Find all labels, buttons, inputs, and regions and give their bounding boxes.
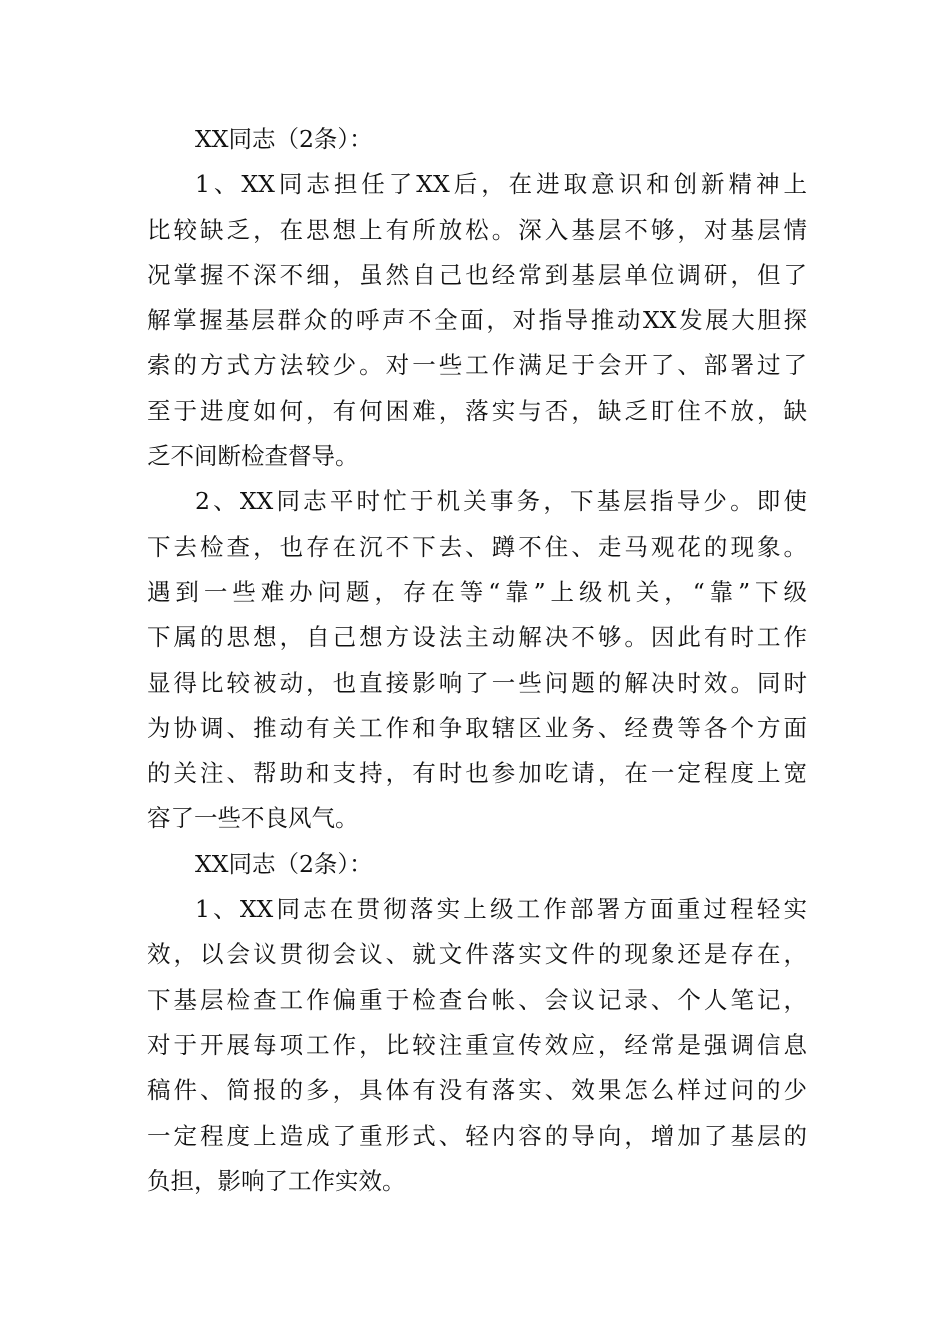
document-page [147, 117, 807, 1204]
text-line: 下去检查，也存在沉不下去、蹲不住、走马观花的现象。 [147, 532, 807, 561]
text-line: 显得比较被动，也直接影响了一些问题的解决时效。同时 [147, 668, 807, 697]
text-line: 容了一些不良风气。 [147, 804, 359, 833]
text-line: 负担，影响了工作实效。 [147, 1166, 406, 1195]
text-line: 索的方式方法较少。对一些工作满足于会开了、部署过了 [147, 351, 807, 380]
section-heading: XX同志（2条）： [195, 849, 373, 878]
text-line: 况掌握不深不细，虽然自己也经常到基层单位调研，但了 [147, 260, 807, 289]
text-line: 至于进度如何，有何困难，落实与否，缺乏盯住不放，缺 [147, 396, 807, 425]
text-line: 遇到一些难办问题，存在等“靠”上级机关，“靠”下级 [147, 577, 807, 606]
text-line: 比较缺乏，在思想上有所放松。深入基层不够，对基层情 [147, 215, 807, 244]
text-line: 的关注、帮助和支持，有时也参加吃请，在一定程度上宽 [147, 759, 807, 788]
text-line: 一定程度上造成了重形式、轻内容的导向，增加了基层的 [147, 1121, 807, 1150]
text-line: 为协调、推动有关工作和争取辖区业务、经费等各个方面 [147, 713, 807, 742]
text-line: 对于开展每项工作，比较注重宣传效应，经常是强调信息 [147, 1030, 807, 1059]
paragraph [147, 162, 807, 479]
paragraph [147, 887, 807, 1204]
text-line: 下基层检查工作偏重于检查台帐、会议记录、个人笔记， [147, 985, 807, 1014]
text-line: 2、XX同志平时忙于机关事务，下基层指导少。即使 [195, 487, 807, 516]
text-line: 效，以会议贯彻会议、就文件落实文件的现象还是存在， [147, 940, 807, 969]
text-line: 1、XX同志在贯彻落实上级工作部署方面重过程轻实 [195, 895, 807, 924]
text-line: 1、XX同志担任了XX后，在进取意识和创新精神上 [195, 170, 807, 199]
section-heading: XX同志（2条）： [195, 125, 373, 153]
text-line: 乏不间断检查督导。 [147, 442, 359, 471]
paragraph [147, 479, 807, 841]
text-line: 解掌握基层群众的呼声不全面，对指导推动XX发展大胆探 [147, 306, 807, 335]
text-line: 下属的思想，自己想方设法主动解决不够。因此有时工作 [147, 623, 807, 652]
text-line: 稿件、简报的多，具体有没有落实、效果怎么样过问的少 [147, 1076, 807, 1105]
